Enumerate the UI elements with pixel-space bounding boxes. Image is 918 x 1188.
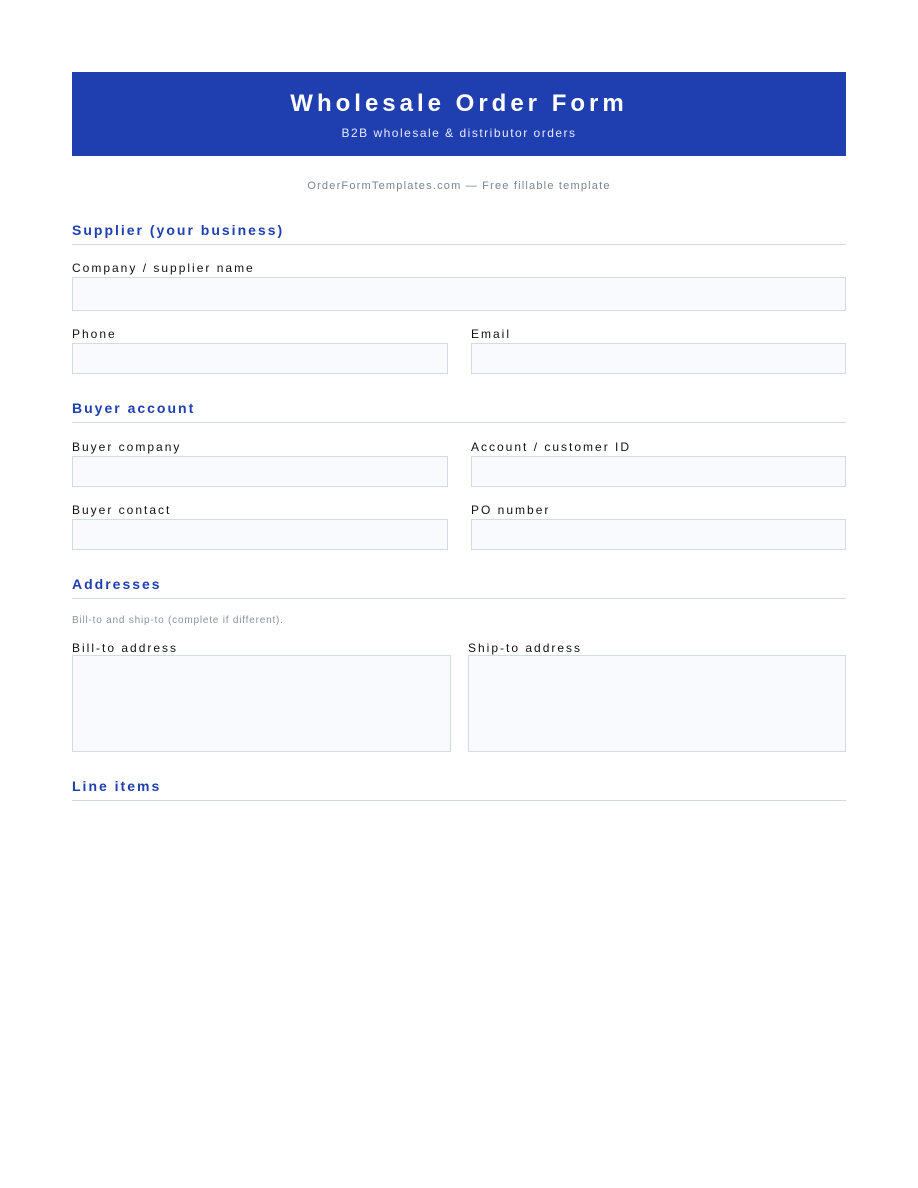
email-label: Email (471, 327, 512, 341)
ship-to-textarea[interactable] (468, 655, 846, 752)
bill-to-textarea[interactable] (72, 655, 451, 752)
header-banner (72, 72, 846, 156)
account-id-label: Account / customer ID (471, 440, 632, 454)
source-line: OrderFormTemplates.com — Free fillable template (307, 180, 611, 192)
email-input[interactable] (471, 343, 846, 374)
account-id-input[interactable] (471, 456, 846, 487)
form-title: Wholesale Order Form (290, 90, 628, 117)
company-input[interactable] (72, 277, 846, 311)
phone-input[interactable] (72, 343, 448, 374)
section-title-buyer: Buyer account (72, 400, 846, 423)
ship-to-label: Ship-to address (468, 641, 583, 655)
po-number-label: PO number (471, 503, 551, 517)
company-label: Company / supplier name (72, 261, 255, 275)
section-title-line-items: Line items (72, 778, 846, 801)
buyer-contact-input[interactable] (72, 519, 448, 550)
section-title-addresses: Addresses (72, 576, 846, 599)
buyer-contact-label: Buyer contact (72, 503, 172, 517)
form-subtitle: B2B wholesale & distributor orders (341, 126, 577, 140)
phone-label: Phone (72, 327, 117, 341)
addresses-note: Bill-to and ship-to (complete if different). (72, 615, 284, 626)
po-number-input[interactable] (471, 519, 846, 550)
bill-to-label: Bill-to address (72, 641, 179, 655)
section-title-supplier: Supplier (your business) (72, 222, 846, 245)
buyer-company-label: Buyer company (72, 440, 182, 454)
buyer-company-input[interactable] (72, 456, 448, 487)
